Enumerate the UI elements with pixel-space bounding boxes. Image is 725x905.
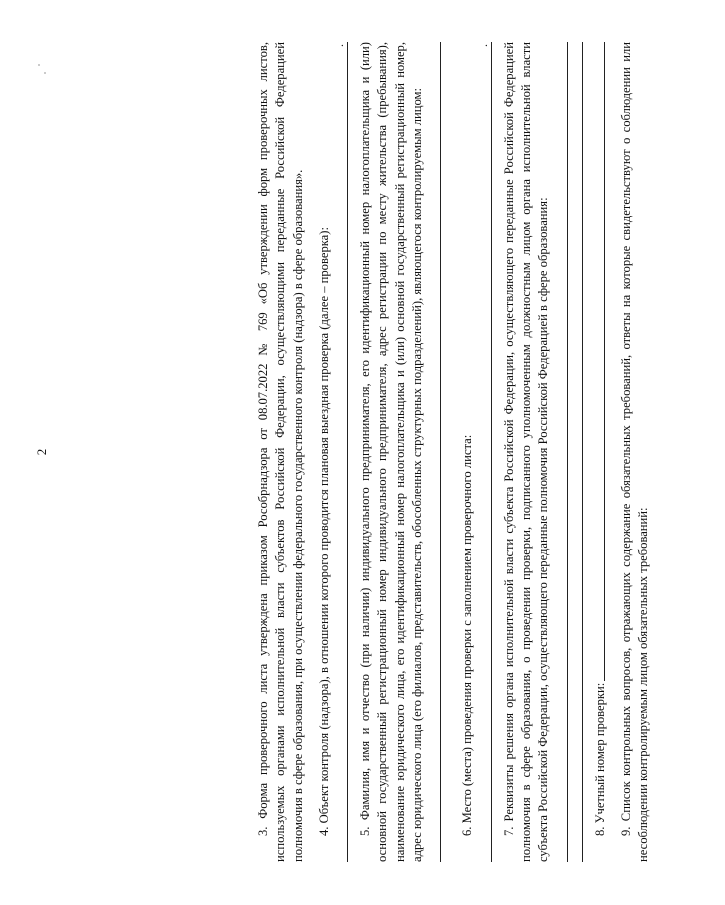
item-8-fill-line (592, 42, 605, 681)
item-4-paragraph: 4. Объект контроля (надзора), в отношении которого проводится плановая выездная проверка (далее – проверка): (316, 227, 331, 836)
item-8-label: 8. Учетный номер проверки: (592, 682, 607, 836)
item-4-fill-line (333, 42, 348, 862)
page-number: 2 (34, 448, 49, 456)
scan-speck (44, 72, 46, 74)
document-body (255, 42, 725, 862)
item-5-paragraph: 5. Фамилия, имя и отчество (при наличии) индивидуального предпринимателя, его идентификационный номер налогоплательщика и (или) основной государственный регистрационный номер индивидуального предпринимателя, адрес регистрации по месту жительства (пребывания), наименование юридического лица, его идентификационный номер налогоплательщика и (или) основной государственный регистрационный номер, адрес юридического лица (его филиалов, представительств, обособленных структурных подразделений), являющегося контролируемым лицом: (358, 42, 425, 862)
item-3-paragraph: 3. Форма проверочного листа утверждена приказом Рособрнадзора от 08.07.2022 № 769 «Об утверждении форм проверочных листов, используемых органами исполнительной власти субъектов Российской Федерации, осуществляющими переданные Российской Федерацией полномочия в сфере образования, при осуществлении федерального государственного контроля (надзора) в сфере образования». (256, 42, 305, 862)
item-7-fill-line-1 (553, 42, 568, 862)
item-9-paragraph: 9. Список контрольных вопросов, отражающих содержание обязательных требований, ответы на которые свидетельствуют о соблюдении или несоблюдении контролируемым лицом обязательных требований: (618, 42, 651, 862)
item-5-fill-line (426, 42, 441, 862)
item-7-paragraph: 7. Реквизиты решения органа исполнительной власти субъекта Российской Федерации, осуществляющего переданные Российской Федерацией полномочия в сфере образования, о проведении проверки, подписанного уполномоченным должностным лицом органа исполнительной власти субъекта Российской Федерации, осуществляющего переданные полномочия Российской Федерацией в сфере образования: (501, 42, 551, 862)
item-4-fill-mark: . (332, 44, 347, 47)
scan-speck (38, 64, 40, 66)
item-6-fill-line (477, 42, 492, 862)
item-7-fill-line-2 (568, 42, 583, 862)
item-6-fill-mark: . (475, 44, 490, 47)
item-8-row (592, 42, 609, 862)
item-6-paragraph: 6. Место (места) проведения проверки с заполнением проверочного листа: (460, 434, 475, 836)
